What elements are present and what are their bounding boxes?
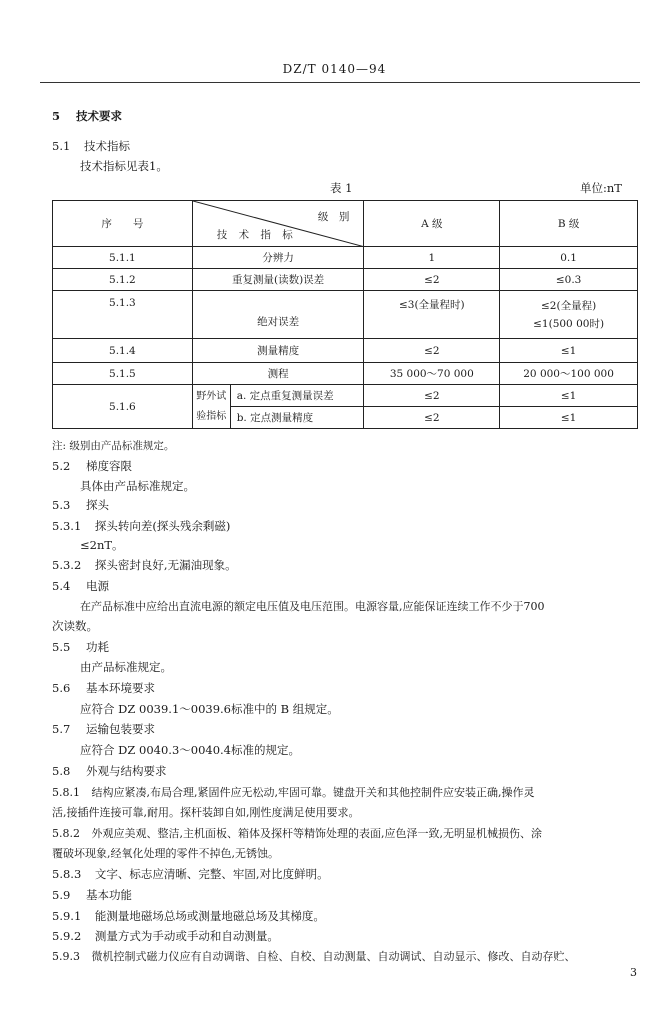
section-5-9-2-body: 测量方式为手动或手动和自动测量。 [94,929,279,943]
section-5-8-title: 外观与结构要求 [85,764,167,778]
section-5-8-3-body: 文字、标志应清晰、完整、牢固,对比度鲜明。 [94,867,329,881]
section-5-8-num: 5.8 [52,764,71,778]
section-5-7-title: 运输包装要求 [85,722,155,736]
section-5-8-2-line1 [52,825,542,841]
header-level: 级 别 [317,211,350,223]
section-5-8-1-line1 [52,784,534,800]
row-b-line1: ≤2(全量程) [541,299,597,312]
row-b: ≤1 [500,339,638,363]
section-5-7-heading [52,721,155,737]
section-5-4-num: 5.4 [52,579,71,593]
section-5-4-title: 电源 [85,579,109,593]
section-5-4-body-line1: 在产品标准中应给出直流电源的额定电压值及电压范围。电源容量,应能保证连续工作不少于700 [80,600,545,613]
row-name: 绝对误差 [192,291,364,339]
table-row [53,363,638,385]
row-sub-name: b. 定点测量精度 [230,407,364,429]
section-5-4-body-line2: 次读数。 [52,619,98,633]
section-5-6-body: 应符合 DZ 0039.1～0039.6标准中的 B 组规定。 [80,702,339,716]
section-5-9-num: 5.9 [52,888,71,902]
header-col-b: B 级 [500,201,638,247]
header-diagonal-cell [192,201,364,247]
row-b-line2: ≤1(500 00时) [533,317,605,330]
row-name: 测程 [192,363,364,385]
section-5-9-1-num: 5.9.1 [52,909,82,923]
table-row [53,385,638,407]
row-b: ≤1 [500,385,638,407]
row-sub-name: a. 定点重复测量误差 [230,385,364,407]
table-row [53,339,638,363]
table-note: 注: 级别由产品标准规定。 [52,440,175,452]
row-b: 0.1 [500,247,638,269]
section-5-8-heading [52,763,166,779]
row-seq: 5.1.4 [53,339,193,363]
section-5-3-1-heading [52,518,230,534]
section-5-num: 5 [52,109,61,123]
row-name: 分辨力 [192,247,364,269]
section-5-8-3-num: 5.8.3 [52,867,82,881]
row-b: 20 000～100 000 [500,363,638,385]
row-seq: 5.1.5 [53,363,193,385]
section-5-5-body: 由产品标准规定。 [80,660,172,674]
header-seq: 序 号 [53,201,193,247]
section-5-3-title: 探头 [85,498,109,512]
row-a: ≤3(全量程时) [364,291,500,339]
section-5-heading [52,108,122,124]
row-a: ≤2 [364,269,500,291]
section-5-9-2-num: 5.9.2 [52,929,82,943]
section-5-6-heading [52,680,155,696]
row-seq: 5.1.6 [53,385,193,429]
spec-table [52,200,638,429]
section-5-6-title: 基本环境要求 [85,681,155,695]
section-5-8-2-line2: 覆破坏现象,经氧化处理的零件不掉色,无锈蚀。 [52,847,279,860]
section-5-8-3 [52,866,329,882]
section-5-8-1-line2: 活,接插件连接可靠,耐用。探杆装卸自如,刚性度满足使用要求。 [52,806,360,819]
row-seq: 5.1.2 [53,269,193,291]
section-5-9-heading [52,887,132,903]
row-seq: 5.1.3 [53,291,193,339]
doc-code-header: DZ/T 0140—94 [282,62,387,76]
row-b-multi [500,291,638,339]
section-5-3-num: 5.3 [52,498,71,512]
row-a: 1 [364,247,500,269]
table-unit: 单位:nT [580,181,622,195]
row-name: 测量精度 [192,339,364,363]
section-5-2-num: 5.2 [52,459,71,473]
section-5-3-2-body: 探头密封良好,无漏油现象。 [94,558,237,572]
section-5-9-1-body: 能测量地磁场总场或测量地磁总场及其梯度。 [94,909,325,923]
section-5-9-title: 基本功能 [85,888,132,902]
row-a: ≤2 [364,339,500,363]
section-5-9-1 [52,908,325,924]
header-rule [40,82,640,83]
section-5-6-num: 5.6 [52,681,71,695]
table-caption: 表 1 [330,181,353,195]
table-row [53,291,638,339]
row-seq: 5.1.1 [53,247,193,269]
table-row [53,247,638,269]
section-5-3-1-title: 探头转向差(探头残余剩磁) [94,519,231,533]
section-5-2-heading [52,458,132,474]
section-5-3-2 [52,557,237,573]
table-row [53,269,638,291]
section-5-5-title: 功耗 [85,640,109,654]
row-a: 35 000～70 000 [364,363,500,385]
row-b: ≤0.3 [500,269,638,291]
section-5-2-title: 梯度容限 [85,459,132,473]
section-5-3-2-num: 5.3.2 [52,558,82,572]
section-5-3-1-num: 5.3.1 [52,519,82,533]
header-indicator: 技 术 指 标 [216,229,297,241]
section-5-title: 技术要求 [76,109,123,123]
section-5-4-heading [52,578,109,594]
page-number: 3 [630,966,637,979]
section-5-8-2-num: 5.8.2 [52,827,80,840]
section-5-8-2-text1: 外观应美观、整洁,主机面板、箱体及探杆等精饰处理的表面,应色泽一致,无明显机械损伤、涂 [91,827,542,840]
section-5-5-heading [52,639,109,655]
section-5-8-1-text1: 结构应紧凑,布局合理,紧固件应无松动,牢固可靠。键盘开关和其他控制件应安装正确,操作灵 [91,786,535,799]
section-5-7-num: 5.7 [52,722,71,736]
section-5-3-1-body: ≤2nT。 [80,538,124,552]
header-col-a: A 级 [364,201,500,247]
section-5-8-1-num: 5.8.1 [52,786,80,799]
section-5-3-heading [52,497,109,513]
section-5-9-3-num: 5.9.3 [52,950,80,963]
row-group: 野外试验指标 [192,385,230,429]
section-5-1-title: 技术指标 [83,139,130,153]
section-5-9-3-body: 微机控制式磁力仪应有自动调谐、自检、自校、自动测量、自动调试、自动显示、修改、自动存贮、 [91,950,576,963]
section-5-7-body: 应符合 DZ 0040.3～0040.4标准的规定。 [80,743,300,757]
section-5-2-body: 具体由产品标准规定。 [80,479,195,493]
row-name: 重复测量(读数)误差 [192,269,364,291]
section-5-1-heading [52,138,130,154]
section-5-5-num: 5.5 [52,640,71,654]
section-5-1-num: 5.1 [52,139,71,153]
row-a: ≤2 [364,385,500,407]
row-b: ≤1 [500,407,638,429]
section-5-1-body: 技术指标见表1。 [80,159,168,173]
row-a: ≤2 [364,407,500,429]
section-5-9-3 [52,948,576,964]
section-5-9-2 [52,928,279,944]
table-header-row [53,201,638,247]
